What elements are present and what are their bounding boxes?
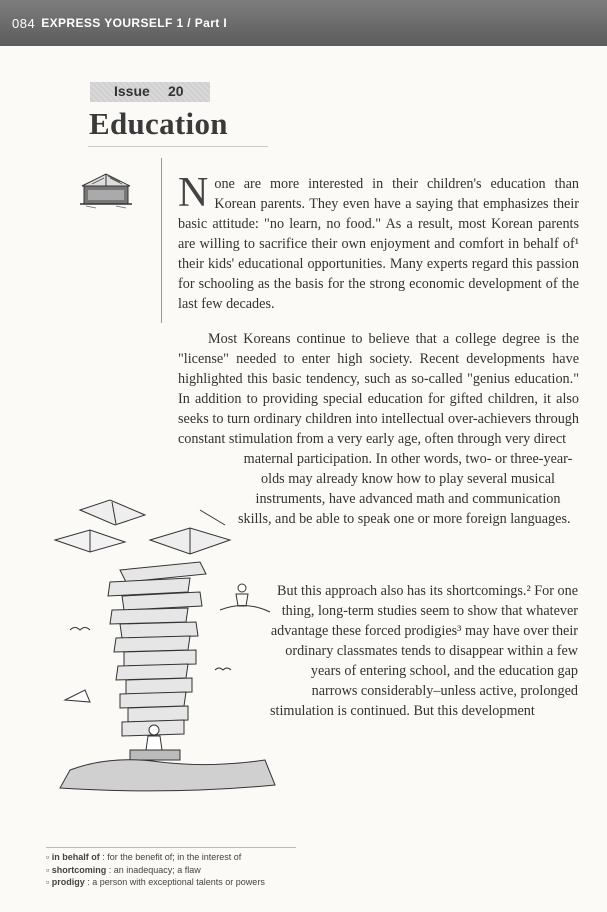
paragraph-1 [178, 170, 579, 314]
book-title: EXPRESS YOURSELF 1 / Part I [41, 16, 228, 30]
footnote-item: ▫ shortcoming : an inadequacy; a flaw [46, 864, 201, 875]
page-number: 084 [12, 15, 36, 31]
footnote-definition: for the benefit of; in the interest of [107, 852, 242, 862]
stack-of-books-illustration [50, 470, 280, 800]
issue-label: Issue [114, 83, 150, 99]
page-header [0, 0, 607, 46]
footnotes [46, 851, 346, 889]
drop-cap: N [178, 170, 209, 216]
paragraph-3: But this approach also has its shortcomings.² For one thing, long-term studies seem to show that whatever advantage these forced prodigies³ may have over their ordinary classmates tends to disappear within a few years of entering school, and the education gap narrows considerably–unless active, prolonged stimulation is continued. But this development [270, 583, 578, 719]
paragraph-2-part-1: Most Koreans continue to believe that a college degree is the "license" needed to enter high society. Recent developments have highlighted this basic tendency, such as so-called "genius education." In addition to providing special education for gifted children, it also seeks to turn ordinary children into intellectual over-achievers through constant stimulation from a very early age, often through very direct [178, 331, 579, 447]
footnote-term: prodigy [51, 877, 85, 887]
paragraph-2-part-2: maternal participation. In other words, two- or three-year-olds may already know how to play several musical instruments, have advanced math and communication skills, and be able to speak one or more foreign languages. [238, 451, 573, 527]
footnote-definition: an inadequacy; a flaw [113, 864, 201, 875]
title-divider [88, 146, 268, 147]
footnote-item: ▫ prodigy : a person with exceptional talents or powers [46, 877, 265, 887]
footnote-term: shortcoming [51, 864, 107, 875]
footnote-item: ▫ in behalf of : for the benefit of; in the interest of [46, 852, 242, 862]
footnote-definition: a person with exceptional talents or powers [92, 877, 265, 887]
page-title: Education [89, 106, 228, 141]
vertical-divider [161, 158, 162, 323]
open-book-icon [76, 164, 136, 210]
issue-badge [90, 82, 210, 102]
issue-number: 20 [168, 83, 184, 99]
footnote-divider [46, 847, 296, 848]
paragraph-1-text: one are more interested in their children's education than Korean parents. They even have a saying that emphasizes their basic attitude: "no learn, no food." As a result, most Korean parents are willing to sacrifice their own enjoyment and comfort in behalf of¹ their kids' educational opportunities. Many experts regard this passion for schooling as the basis for the strong economic development of the last few decades. [178, 176, 579, 312]
footnote-term: in behalf of [51, 852, 100, 862]
